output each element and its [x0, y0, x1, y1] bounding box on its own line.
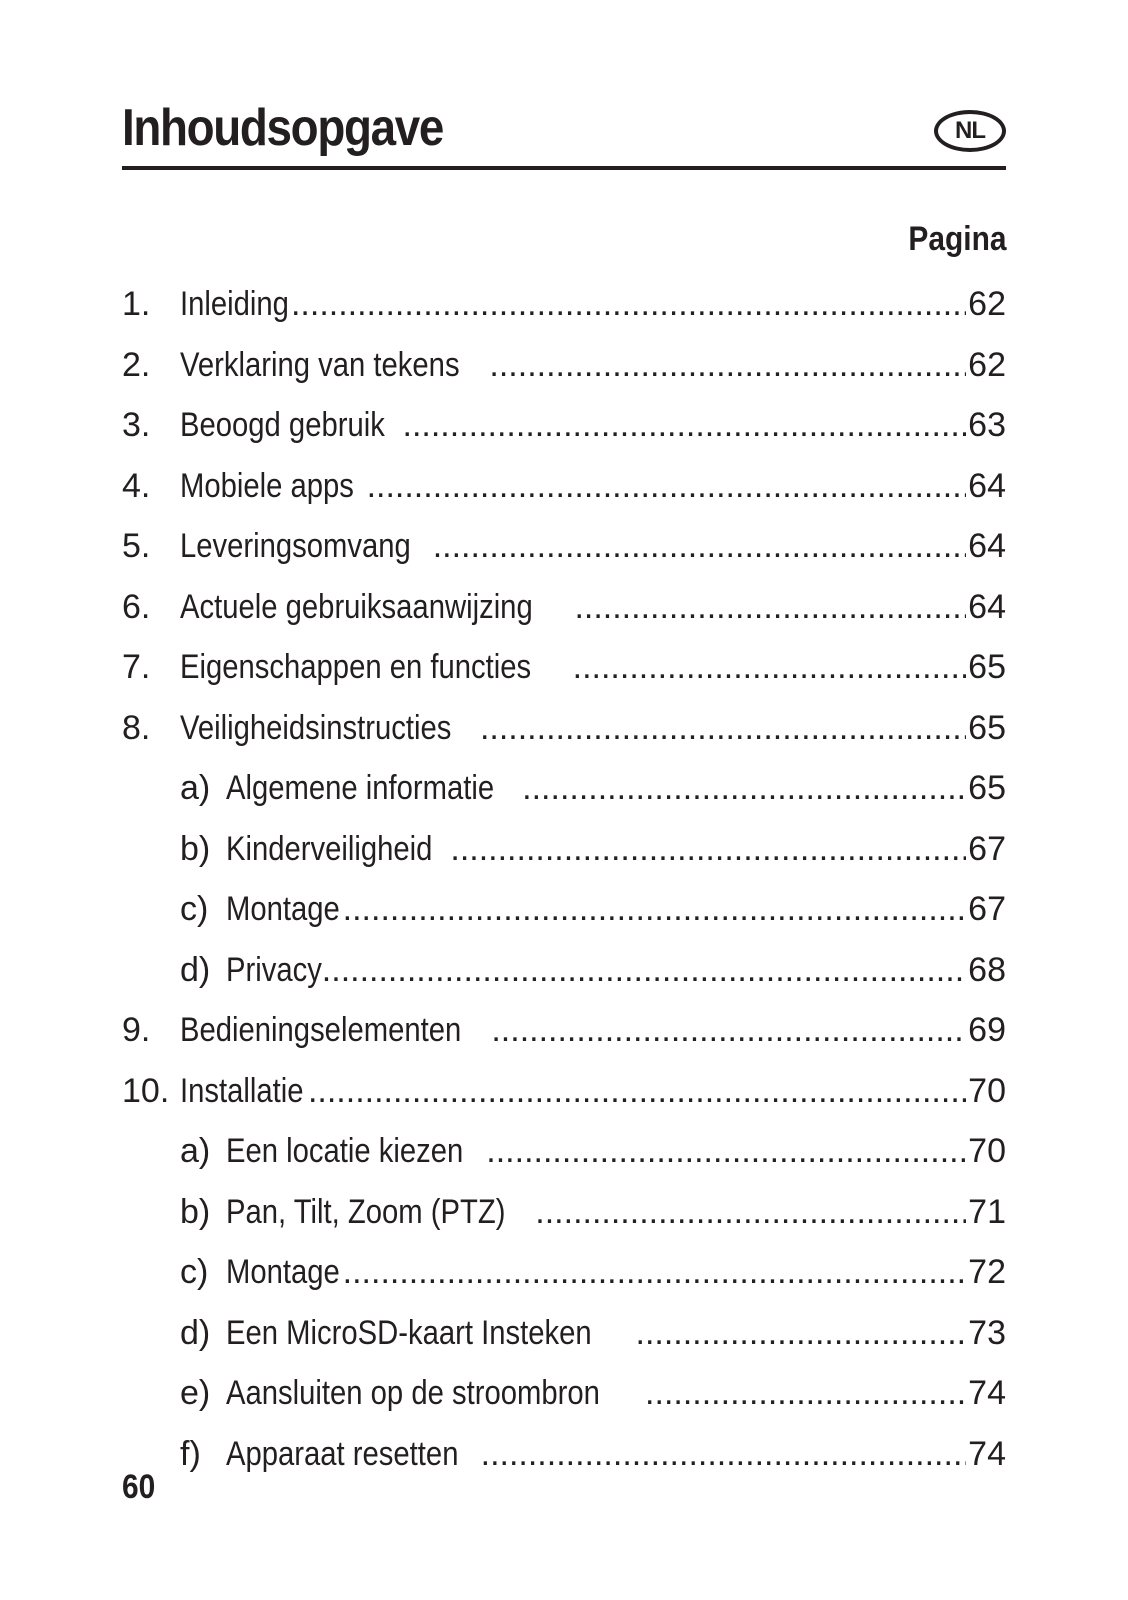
toc-entry-page: 67 [968, 890, 1006, 928]
toc-subentry[interactable] [122, 1127, 1006, 1188]
toc-entry-page: 68 [968, 950, 1006, 989]
table-of-contents [122, 280, 1006, 1490]
toc-dot-leader [636, 1309, 967, 1357]
toc-dot-leader [489, 341, 966, 389]
toc-subentry-letter: d) [180, 950, 211, 989]
toc-dot-leader [322, 946, 966, 994]
page-title: Inhoudsopgave [122, 99, 443, 157]
toc-entry[interactable] [122, 401, 1006, 462]
toc-subentry[interactable] [122, 1248, 1006, 1309]
toc-entry-label: Een locatie kiezen [226, 1132, 464, 1170]
toc-entry-label: Beoogd gebruik [180, 406, 385, 444]
toc-subentry[interactable] [122, 825, 1006, 886]
toc-entry[interactable] [122, 462, 1006, 523]
toc-subentry-letter: c) [180, 1253, 209, 1291]
toc-subentry-letter: c) [180, 890, 209, 928]
toc-dot-leader [491, 1006, 966, 1054]
toc-entry-label: Bedieningselementen [180, 1011, 462, 1049]
toc-entry-label: Een MicroSD-kaart Insteken [226, 1313, 592, 1352]
toc-dot-leader [433, 522, 966, 570]
toc-dot-leader [522, 764, 966, 812]
toc-entry-page: 65 [968, 708, 1006, 747]
toc-dot-leader [645, 1369, 966, 1417]
toc-entry-page: 74 [968, 1434, 1006, 1473]
toc-dot-leader [343, 1248, 967, 1296]
toc-entry[interactable] [122, 704, 1006, 765]
toc-entry[interactable] [122, 583, 1006, 644]
toc-entry-page: 63 [968, 406, 1006, 444]
toc-entry-page: 62 [968, 345, 1006, 384]
toc-entry-page: 71 [968, 1192, 1006, 1231]
toc-entry-page: 69 [968, 1011, 1006, 1049]
toc-dot-leader [481, 1430, 967, 1478]
toc-entry-label: Privacy [226, 950, 322, 989]
toc-dot-leader [450, 825, 966, 873]
toc-subentry[interactable] [122, 1430, 1006, 1491]
toc-entry-number: 9. [122, 1011, 151, 1049]
toc-subentry[interactable] [122, 764, 1006, 825]
toc-dot-leader [343, 885, 967, 933]
toc-subentry[interactable] [122, 1369, 1006, 1430]
toc-dot-leader [480, 704, 966, 752]
toc-dot-leader [291, 280, 966, 328]
toc-entry-page: 64 [968, 587, 1006, 626]
toc-entry-page: 65 [968, 648, 1006, 686]
toc-entry-page: 62 [968, 285, 1006, 323]
toc-entry-number: 3. [122, 406, 151, 444]
toc-entry-label: Actuele gebruiksaanwijzing [180, 587, 533, 626]
language-badge: NL [934, 110, 1006, 152]
toc-entry-page: 64 [968, 466, 1006, 505]
toc-entry-label: Montage [226, 890, 340, 928]
page-header [122, 98, 1006, 170]
toc-entry-label: Montage [226, 1253, 340, 1291]
toc-entry-label: Eigenschappen en functies [180, 648, 532, 686]
toc-subentry[interactable] [122, 1309, 1006, 1370]
toc-dot-leader [573, 643, 967, 691]
toc-entry-page: 70 [968, 1132, 1006, 1170]
toc-entry-label: Veiligheidsinstructies [180, 708, 452, 747]
toc-dot-leader [535, 1188, 966, 1236]
toc-entry-number: 4. [122, 466, 151, 505]
toc-subentry-letter: d) [180, 1313, 211, 1352]
toc-entry-label: Leveringsomvang [180, 527, 411, 565]
toc-subentry-letter: e) [180, 1374, 211, 1412]
toc-dot-leader [308, 1067, 966, 1115]
toc-entry-page: 70 [968, 1071, 1006, 1110]
toc-entry-label: Pan, Tilt, Zoom (PTZ) [226, 1192, 506, 1231]
header-rule [122, 166, 1006, 170]
toc-entry-label: Aansluiten op de stroombron [226, 1374, 600, 1412]
toc-subentry[interactable] [122, 885, 1006, 946]
toc-dot-leader [574, 583, 966, 631]
toc-subentry[interactable] [122, 1188, 1006, 1249]
toc-entry[interactable] [122, 1006, 1006, 1067]
toc-entry-number: 7. [122, 648, 151, 686]
toc-entry-number: 8. [122, 708, 151, 747]
toc-entry-page: 67 [968, 829, 1006, 868]
toc-entry-label: Algemene informatie [226, 769, 495, 807]
toc-entry[interactable] [122, 643, 1006, 704]
toc-entry-number: 1. [122, 285, 151, 323]
toc-subentry-letter: b) [180, 1192, 211, 1231]
toc-entry-label: Installatie [180, 1071, 304, 1110]
toc-entry-label: Mobiele apps [180, 466, 354, 505]
toc-entry[interactable] [122, 1067, 1006, 1128]
toc-entry-label: Verklaring van tekens [180, 345, 460, 384]
toc-entry-page: 73 [968, 1313, 1006, 1352]
toc-entry-page: 72 [968, 1253, 1006, 1291]
toc-subentry-letter: b) [180, 829, 211, 868]
toc-entry-page: 64 [968, 527, 1006, 565]
toc-entry[interactable] [122, 280, 1006, 341]
toc-entry[interactable] [122, 522, 1006, 583]
toc-dot-leader [403, 401, 967, 449]
toc-entry-label: Inleiding [180, 285, 289, 323]
toc-subentry[interactable] [122, 946, 1006, 1007]
toc-entry-page: 74 [968, 1374, 1006, 1412]
toc-subentry-letter: f) [180, 1434, 201, 1473]
toc-entry-label: Kinderveiligheid [226, 829, 433, 868]
toc-dot-leader [367, 462, 967, 510]
toc-entry-page: 65 [968, 769, 1006, 807]
toc-entry-label: Apparaat resetten [226, 1434, 459, 1473]
toc-subentry-letter: a) [180, 769, 211, 807]
toc-subentry-letter: a) [180, 1132, 211, 1170]
toc-entry[interactable] [122, 341, 1006, 402]
toc-entry-number: 5. [122, 527, 151, 565]
footer-page-number: 60 [122, 1468, 156, 1506]
toc-entry-number: 2. [122, 345, 151, 384]
toc-entry-number: 10. [122, 1071, 170, 1110]
toc-dot-leader [486, 1127, 966, 1175]
toc-entry-number: 6. [122, 587, 151, 626]
page-column-label: Pagina [907, 220, 1006, 258]
